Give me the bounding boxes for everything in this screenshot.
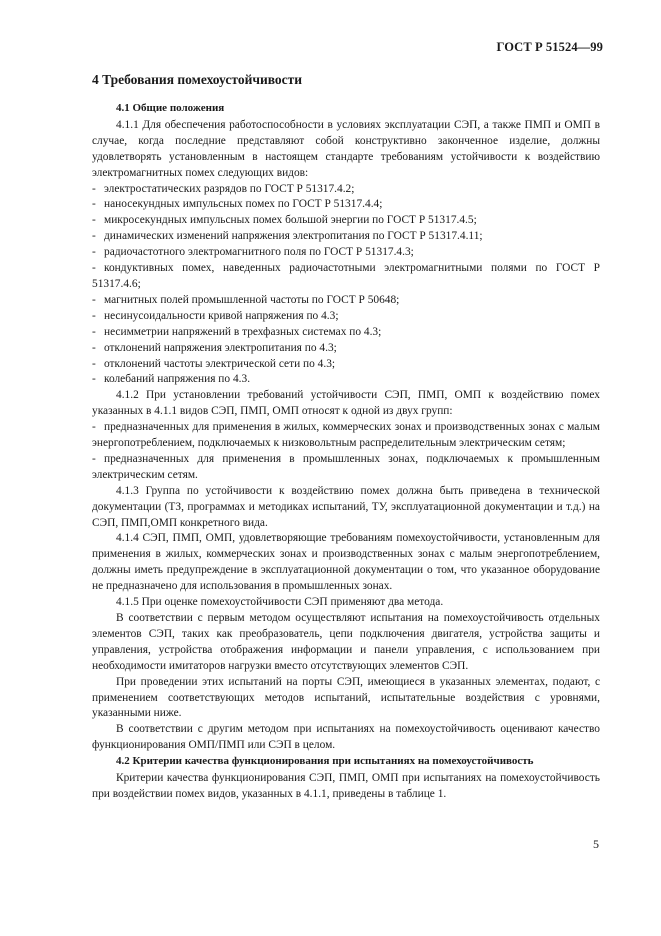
list-item: - микросекундных импульсных помех большой энергии по ГОСТ Р 51317.4.5;: [92, 214, 477, 227]
paragraph-method-1: В соответствии с первым методом осуществляют испытания на помехоустойчивость отдельных элементов СЭП, таких как преобразователь, цепи подключения двигателя, устройства защиты и управления, устройства отображения информации и панели управления, с использованием при необходимости имитаторов нагрузки вместо отсутствующих элементов СЭП.: [92, 612, 600, 672]
list-item: - несинусоидальности кривой напряжения по 4.3;: [92, 309, 339, 322]
subsection-title-4-2: 4.2 Критерии качества функционирования при испытаниях на помехоустойчивость: [116, 755, 534, 768]
list-item: - динамических изменений напряжения электропитания по ГОСТ Р 51317.4.11;: [92, 230, 483, 243]
paragraph-4-1-4: 4.1.4 СЭП, ПМП, ОМП, удовлетворяющие требованиям помехоустойчивости, установленным для применения в жилых, коммерческих зонах и производственных зонах с малым энергопотреблением, должны иметь предупреждение в эксплуатационной документации о том, что указанное оборудование не предназначено для использования в промышленных зонах.: [92, 532, 600, 593]
paragraph-4-1-1: 4.1.1 Для обеспечения работоспособности в условиях эксплуатации СЭП, а также ПМП и ОМП в случае, когда последние представляют собой конструктивно законченное изделие, должны удовлетворять установленным в настоящем стандарте требованиям устойчивости к воздействию электромагнитных помех следующих видов:: [92, 118, 600, 179]
list-item: - колебаний напряжения по 4.3.: [92, 373, 251, 386]
section-title: 4 Требования помехоустойчивости: [92, 72, 303, 87]
list-item: - предназначенных для применения в промышленных зонах, подключаемых к промышленным электрическим сетям.: [92, 452, 600, 481]
content-body: [92, 101, 600, 803]
page-number: 5: [593, 837, 599, 851]
list-item: - наносекундных импульсных помех по ГОСТ Р 51317.4.4;: [92, 198, 383, 211]
list-item: - отклонений частоты электрической сети по 4.3;: [92, 357, 336, 370]
paragraph-4-1-2: 4.1.2 При установлении требований устойчивости СЭП, ПМП, ОМП к воздействию помех указанных в 4.1.1 видов СЭП, ПМП, ОМП относят к одной из двух групп:: [92, 389, 600, 418]
paragraph-4-2: Критерии качества функционирования СЭП, ПМП, ОМП при испытаниях на помехоустойчивость при воздействии помех видов, указанных в 4.1.1, приведены в таблице 1.: [92, 772, 600, 800]
paragraph-method-1-details: При проведении этих испытаний на порты СЭП, имеющиеся в указанных элементах, подают, с применением соответствующих методов испытаний, испытательные воздействия с уровнями, указанными ниже.: [92, 675, 600, 720]
document-code: ГОСТ Р 51524—99: [496, 40, 603, 54]
paragraph-method-2: В соответствии с другим методом при испытаниях на помехоустойчивость оценивают качество функционирования ОМП/ПМП или СЭП в целом.: [92, 723, 600, 752]
list-item: - электростатических разрядов по ГОСТ Р 51317.4.2;: [92, 182, 355, 195]
paragraph-4-1-5: 4.1.5 При оценке помехоустойчивости СЭП применяют два метода.: [116, 596, 444, 609]
list-item: - радиочастотного электромагнитного поля по ГОСТ Р 51317.4.3;: [92, 246, 414, 259]
list-item: - магнитных полей промышленной частоты по ГОСТ Р 50648;: [92, 293, 400, 306]
list-item: - отклонений напряжения электропитания по 4.3;: [92, 341, 337, 354]
subsection-title-4-1: 4.1 Общие положения: [116, 102, 225, 114]
list-item: - несимметрии напряжений в трехфазных системах по 4.3;: [92, 325, 382, 338]
list-item: - предназначенных для применения в жилых, коммерческих зонах и производственных зонах с малым энергопотреблением, подключаемых к низковольтным распределительным электрическим сетям;: [92, 421, 600, 450]
list-item: - кондуктивных помех, наведенных радиочастотными электромагнитными полями по ГОСТ Р 51317.4.6;: [92, 262, 600, 290]
paragraph-4-1-3: 4.1.3 Группа по устойчивости к воздействию помех должна быть приведена в технической документации (ТЗ, программах и методиках испытаний, ТУ, эксплуатационной документации и т.д.) на СЭП, ПМП,ОМП конкретного вида.: [92, 484, 600, 529]
